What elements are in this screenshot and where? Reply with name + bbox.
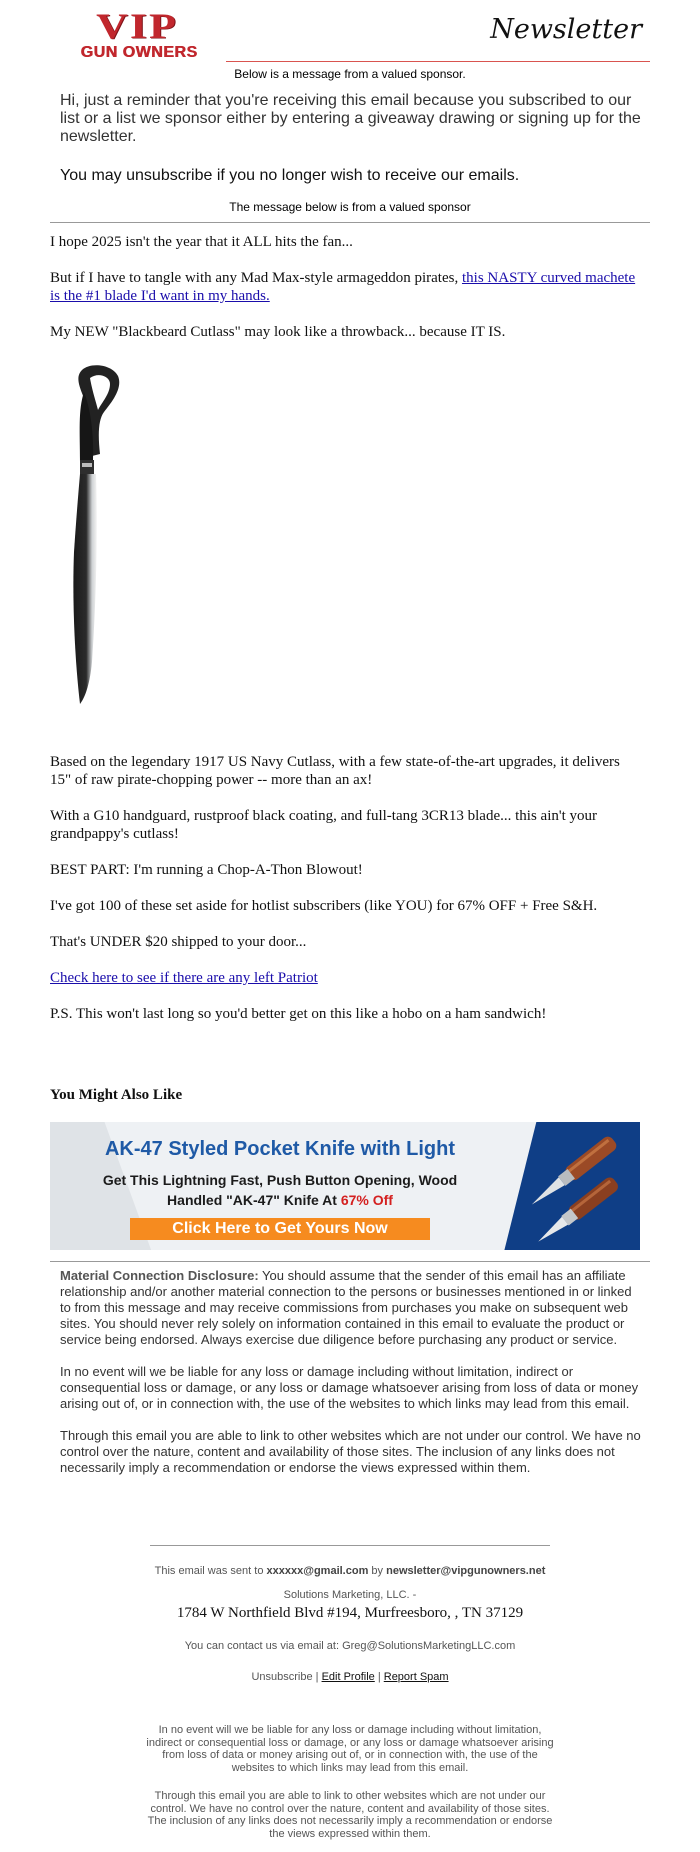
disclosure-paragraph xyxy=(60,1268,645,1348)
vip-gun-owners-logo[interactable] xyxy=(52,5,222,64)
logo-vip-text: VIP xyxy=(96,5,178,47)
sent-to-prefix: This email was sent to xyxy=(154,1565,264,1577)
banner-subtitle-line-1: Get This Lightning Fast, Push Button Opening, Wood xyxy=(102,1172,458,1188)
body-paragraph-7: I've got 100 of these set aside for hotlist subscribers (like YOU) for 67% OFF + Free S&H. xyxy=(50,898,598,914)
pocket-knife-image xyxy=(520,1132,635,1242)
logo-gun-owners-text: GUN OWNERS xyxy=(80,44,198,61)
footer-separator: | xyxy=(377,1671,381,1683)
contact-line: You can contact us via email at: Greg@SolutionsMarketingLLC.com xyxy=(184,1640,516,1652)
banner-subtitle-line-2 xyxy=(50,1190,510,1210)
sponsor-divider xyxy=(50,222,650,223)
unsubscribe-notice: You may unsubscribe if you no longer wish to receive our emails. xyxy=(60,167,520,184)
body-paragraph-6: BEST PART: I'm running a Chop-A-Thon Blowout! xyxy=(50,862,363,878)
ps-paragraph: P.S. This won't last long so you'd better get on this like a hobo on a ham sandwich! xyxy=(50,1006,547,1022)
body-paragraph-3: My NEW "Blackbeard Cutlass" may look like a throwback... because IT IS. xyxy=(50,324,506,340)
company-name: Solutions Marketing, LLC. - xyxy=(283,1589,417,1601)
sent-to-line xyxy=(50,1565,650,1577)
liability-paragraph: In no event will we be liable for any loss or damage including without limitation, indirect or consequential loss or damage, or any loss or damage whatsoever arising from loss of data or money arising out of, or in connection with, the use of the websites to which links may lead from this email. xyxy=(60,1364,639,1411)
footer-links-text: Through this email you are able to link to other websites which are not under our control. We have no control over the nature, content and availability of those sites. The inclusion of any links does not necessarily imply a recommendation or endorse the views expressed within them. xyxy=(147,1790,553,1840)
machete-link[interactable]: this NASTY curved machete is the #1 blade I'd want in my hands. xyxy=(50,270,636,304)
subscription-notice xyxy=(60,92,645,146)
recipient-email: xxxxxx@gmail.com xyxy=(266,1565,369,1577)
company-address: 1784 W Northfield Blvd #194, Murfreesboro, , TN 37129 xyxy=(176,1605,524,1621)
body-paragraph-4: Based on the legendary 1917 US Navy Cutlass, with a few state-of-the-art upgrades, it delivers 15" of raw pirate-chopping power -- more than an ax! xyxy=(50,754,620,788)
machete-image[interactable] xyxy=(60,362,130,708)
material-connection-disclosure xyxy=(60,1268,645,1492)
body-paragraph-1: I hope 2025 isn't the year that it ALL hits the fan... xyxy=(50,234,353,250)
ak47-knife-banner-ad[interactable] xyxy=(50,1122,640,1250)
body-paragraph-2-text: But if I have to tangle with any Mad Max-style armageddon pirates, xyxy=(50,270,459,286)
report-spam-link[interactable]: Report Spam xyxy=(383,1671,449,1683)
external-links-paragraph: Through this email you are able to link to other websites which are not under our control. We have no control over the nature, content and availability of those sites. The inclusion of any links does not necessarily imply a recommendation or endorse the views expressed within them. xyxy=(60,1428,641,1475)
banner-cta-button[interactable]: Click Here to Get Yours Now xyxy=(130,1218,430,1240)
body-paragraph-5: With a G10 handguard, rustproof black coating, and full-tang 3CR13 blade... this ain't your grandpappy's cutlass! xyxy=(50,808,597,842)
sender-email: newsletter@vipgunowners.net xyxy=(386,1565,546,1577)
sent-by-text: by xyxy=(371,1565,384,1577)
banner-title: AK-47 Styled Pocket Knife with Light xyxy=(104,1138,456,1160)
footer-separator: | xyxy=(315,1671,319,1683)
body-paragraph-8: That's UNDER $20 shipped to your door... xyxy=(50,934,307,950)
disclosure-label: Material Connection Disclosure: xyxy=(60,1268,259,1283)
subscription-notice-text: Hi, just a reminder that you're receiving this email because you subscribed to our list or a list we sponsor either by entering a giveaway drawing or signing up for the newsletter. xyxy=(60,92,641,145)
banner-subtitle xyxy=(50,1170,510,1210)
footer-liability-text: In no event will we be liable for any loss or damage including without limitation, indirect or consequential loss or damage, or any loss or damage whatsoever arising from loss of data or money arising out of, or in connection with, the use of the websites to which links may lead from this email. xyxy=(146,1724,554,1774)
body-paragraph-2 xyxy=(50,269,640,305)
sponsor-note-below: The message below is from a valued sponsor xyxy=(229,200,471,214)
disclosure-text: You should assume that the sender of this email has an affiliate relationship and/or another material connection to the persons or businesses mentioned in or linked to from this message and may receive commissions from purchases you make on subsequent web sites. You should never rely solely on information contained in this email to evaluate the product or service being endorsed. Always exercise due diligence before purchasing any product or service. xyxy=(60,1268,632,1347)
edit-profile-link[interactable]: Edit Profile xyxy=(321,1671,375,1683)
cta-paragraph xyxy=(50,969,640,987)
unsubscribe-link[interactable]: Unsubscribe xyxy=(251,1671,313,1683)
footer-divider xyxy=(150,1545,550,1546)
footer-links xyxy=(50,1671,650,1683)
banner-subtitle-text: Handled "AK-47" Knife At xyxy=(167,1192,337,1208)
disclosure-divider xyxy=(50,1261,650,1262)
check-availability-link[interactable]: Check here to see if there are any left Patriot xyxy=(50,970,318,986)
banner-discount: 67% Off xyxy=(340,1192,393,1208)
newsletter-title: Newsletter xyxy=(490,14,642,45)
header-divider xyxy=(226,61,650,62)
sponsor-note-top: Below is a message from a valued sponsor. xyxy=(234,67,466,81)
recommendations-heading: You Might Also Like xyxy=(50,1087,183,1103)
